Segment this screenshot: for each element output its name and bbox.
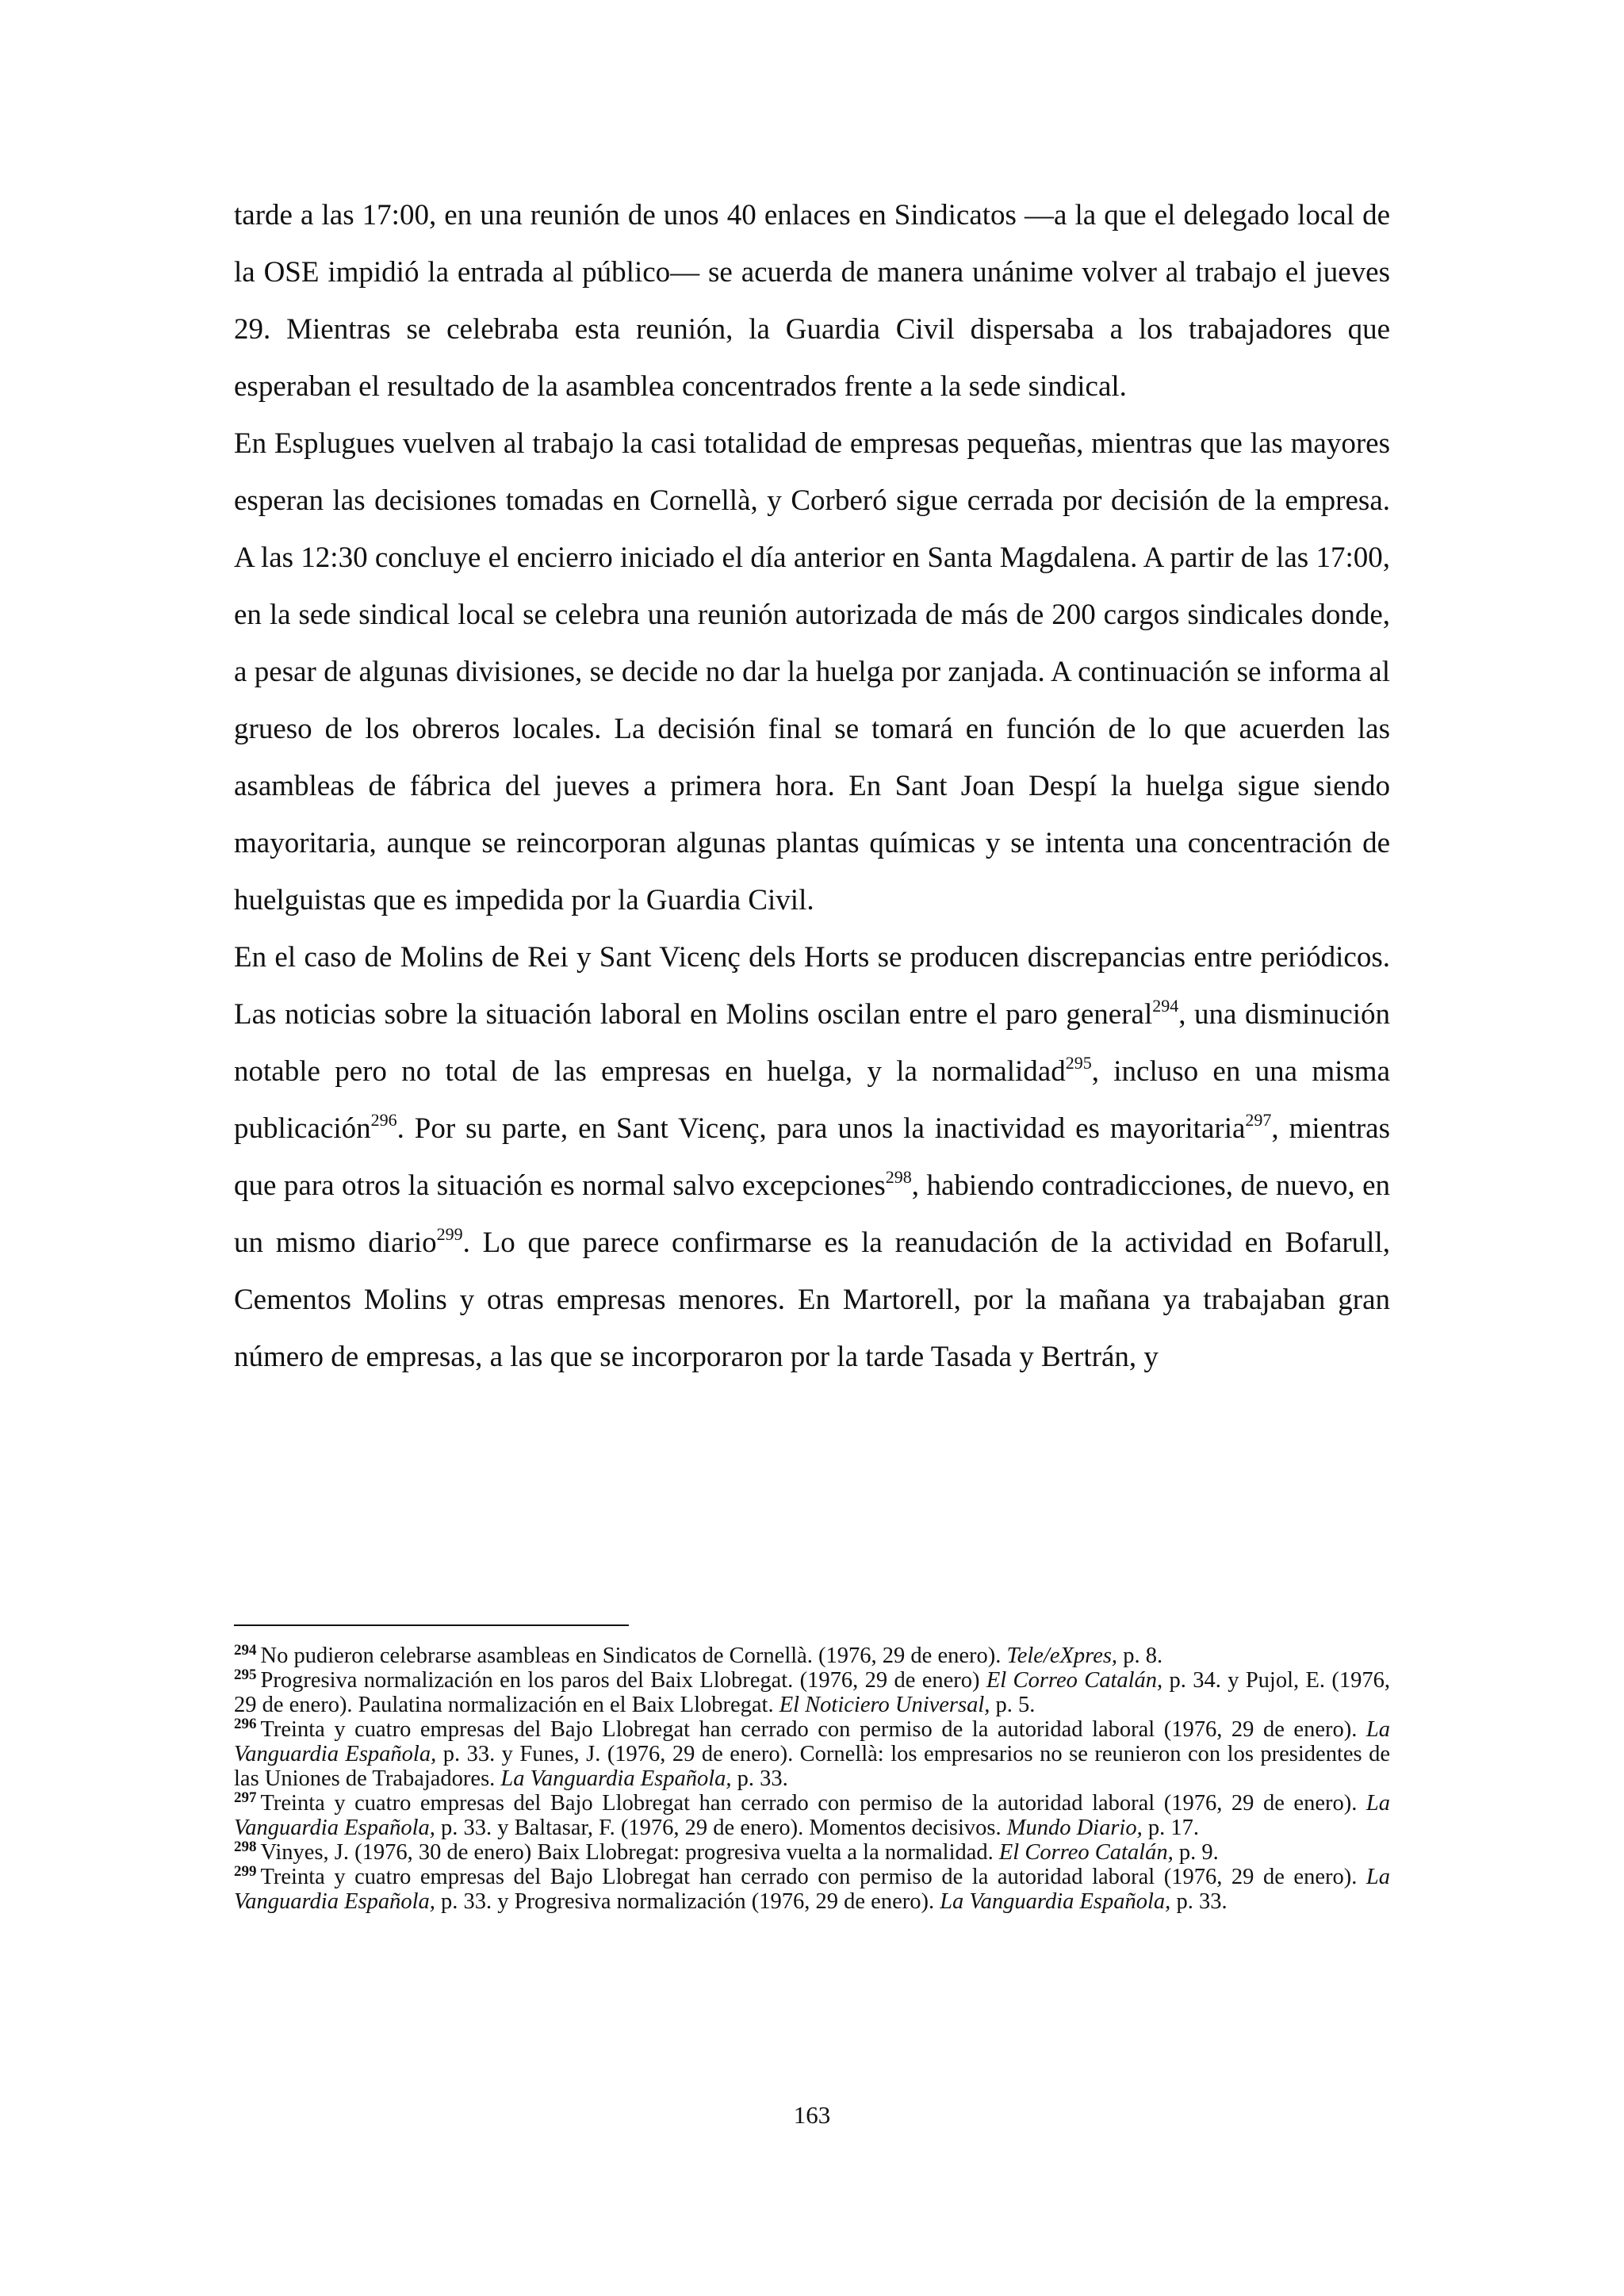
paragraph-3-text: , mientras que para otros la situación es normal salvo excepciones bbox=[234, 1112, 1390, 1202]
footnote-text: Treinta y cuatro empresas del Bajo Llobregat han cerrado con permiso de la autoridad laboral (1976, 29 de enero). bbox=[260, 1717, 1366, 1742]
footnote-text: p. 33. y Baltasar, F. (1976, 29 de enero). Momentos decisivos. bbox=[435, 1816, 1007, 1840]
paragraph-3-text: . Lo que parece confirmarse es la reanudación de la actividad en Bofarull, Cementos Molins y otras empresas menores. En Martorell, por la mañana ya trabajaban gran número de empresas, a las que se incorporaron por la tarde Tasada y Bertrán, y bbox=[234, 1226, 1390, 1373]
footnote-text: Treinta y cuatro empresas del Bajo Llobregat han cerrado con permiso de la autoridad laboral (1976, 29 de enero). bbox=[260, 1791, 1366, 1816]
footnote-text: p. 17. bbox=[1142, 1816, 1199, 1840]
footnote-separator bbox=[234, 1624, 629, 1626]
footnote-number: 299 bbox=[234, 1862, 257, 1880]
footnote-299 bbox=[234, 1862, 1390, 1914]
page-number: 163 bbox=[793, 2101, 831, 2129]
footnote-297 bbox=[234, 1791, 1390, 1840]
footnote-296 bbox=[234, 1717, 1390, 1791]
footnote-text: p. 33. y Progresiva normalización (1976, 29 de enero). bbox=[435, 1889, 940, 1914]
footnote-number: 295 bbox=[234, 1666, 257, 1683]
footnote-text: p. 33. bbox=[1170, 1889, 1228, 1914]
footnote-294 bbox=[234, 1641, 1390, 1668]
footnote-source-title: El Correo Catalán, bbox=[986, 1668, 1163, 1693]
footnote-source-title: La Vanguardia Española, bbox=[234, 1717, 1390, 1766]
footnote-source-title: La Vanguardia Española, bbox=[940, 1889, 1171, 1914]
footnote-text: No pudieron celebrarse asambleas en Sindicatos de Cornellà. (1976, 29 de enero). bbox=[260, 1644, 1007, 1668]
footnote-298 bbox=[234, 1840, 1390, 1865]
footnote-ref-299[interactable]: 299 bbox=[436, 1223, 463, 1244]
paragraph-3-text: . Por su parte, en Sant Vicenç, para unos la inactividad es mayoritaria bbox=[396, 1112, 1246, 1145]
paragraph-3-text: , una disminución notable pero no total de las empresas en huelga, y la normalidad bbox=[234, 998, 1390, 1088]
footnote-text: p. 5. bbox=[990, 1693, 1036, 1717]
footnote-source-title: El Noticiero Universal, bbox=[779, 1693, 990, 1717]
footnote-text: p. 33. y Funes, J. (1976, 29 de enero). Cornellà: los empresarios no se reunieron con los presidentes de las Uniones de Trabajadores. bbox=[234, 1742, 1390, 1791]
footnote-number: 297 bbox=[234, 1789, 257, 1806]
footnote-ref-297[interactable]: 297 bbox=[1245, 1109, 1272, 1130]
paragraph-3-text: , habiendo contradicciones, de nuevo, en un mismo diario bbox=[234, 1169, 1390, 1259]
paragraph-3-text: , incluso en una misma publicación bbox=[234, 1055, 1391, 1145]
footnote-text: p. 33. bbox=[731, 1766, 788, 1791]
footnote-ref-298[interactable]: 298 bbox=[885, 1166, 912, 1187]
footnote-source-title: La Vanguardia Española, bbox=[500, 1766, 732, 1791]
footnote-text: Treinta y cuatro empresas del Bajo Llobregat han cerrado con permiso de la autoridad laboral (1976, 29 de enero). bbox=[260, 1865, 1366, 1889]
footnote-number: 294 bbox=[234, 1641, 257, 1659]
footnote-number: 296 bbox=[234, 1715, 257, 1732]
footnote-text: p. 34. y Pujol, E. (1976, 29 de enero). Paulatina normalización en el Baix Llobregat. bbox=[234, 1668, 1390, 1717]
footnote-source-title: La Vanguardia Española, bbox=[234, 1865, 1390, 1914]
footnote-number: 298 bbox=[234, 1838, 257, 1855]
footnote-text: Progresiva normalización en los paros del Baix Llobregat. (1976, 29 de enero) bbox=[260, 1668, 986, 1693]
footnote-source-title: El Correo Catalán, bbox=[998, 1840, 1174, 1865]
paragraph-3 bbox=[234, 929, 1390, 1386]
footnote-295 bbox=[234, 1668, 1390, 1717]
footnote-text: Vinyes, J. (1976, 30 de enero) Baix Llobregat: progresiva vuelta a la normalidad. bbox=[260, 1840, 999, 1865]
paragraph-2: En Esplugues vuelven al trabajo la casi totalidad de empresas pequeñas, mientras que las mayores esperan las decisiones tomadas en Cornellà, y Corberó sigue cerrada por decisión de la empresa. A las 12:30 concluye el encierro iniciado el día anterior en Santa Magdalena. A partir de las 17:00, en la sede sindical local se celebra una reunión autorizada de más de 200 cargos sindicales donde, a pesar de algunas divisiones, se decide no dar la huelga por zanjada. A continuación se informa al grueso de los obreros locales. La decisión final se tomará en función de lo que acuerden las asambleas de fábrica del jueves a primera hora. En Sant Joan Despí la huelga sigue siendo mayoritaria, aunque se reincorporan algunas plantas químicas y se intenta una concentración de huelguistas que es impedida por la Guardia Civil. bbox=[234, 427, 1390, 916]
paragraph-1: tarde a las 17:00, en una reunión de unos 40 enlaces en Sindicatos —a la que el delegado local de la OSE impidió la entrada al público— se acuerda de manera unánime volver al trabajo el jueves 29. Mientras se celebraba esta reunión, la Guardia Civil dispersaba a los trabajadores que esperaban el resultado de la asamblea concentrados frente a la sede sindical. bbox=[234, 199, 1390, 403]
body-text bbox=[234, 187, 1390, 1386]
footnote-text: p. 8. bbox=[1117, 1644, 1163, 1668]
footnote-source-title: Mundo Diario, bbox=[1006, 1816, 1143, 1840]
footnote-source-title: Tele/eXpres, bbox=[1006, 1644, 1118, 1668]
footnote-ref-294[interactable]: 294 bbox=[1152, 995, 1179, 1016]
footnote-source-title: La Vanguardia Española, bbox=[234, 1791, 1390, 1840]
footnote-ref-296[interactable]: 296 bbox=[370, 1109, 397, 1130]
footnote-ref-295[interactable]: 295 bbox=[1065, 1052, 1092, 1073]
footnote-text: p. 9. bbox=[1173, 1840, 1219, 1865]
footnotes bbox=[234, 1641, 1390, 1914]
paragraph-3-text: En el caso de Molins de Rei y Sant Vicenç dels Horts se producen discrepancias entre periódicos. Las noticias sobre la situación laboral en Molins oscilan entre el paro general bbox=[234, 941, 1390, 1031]
